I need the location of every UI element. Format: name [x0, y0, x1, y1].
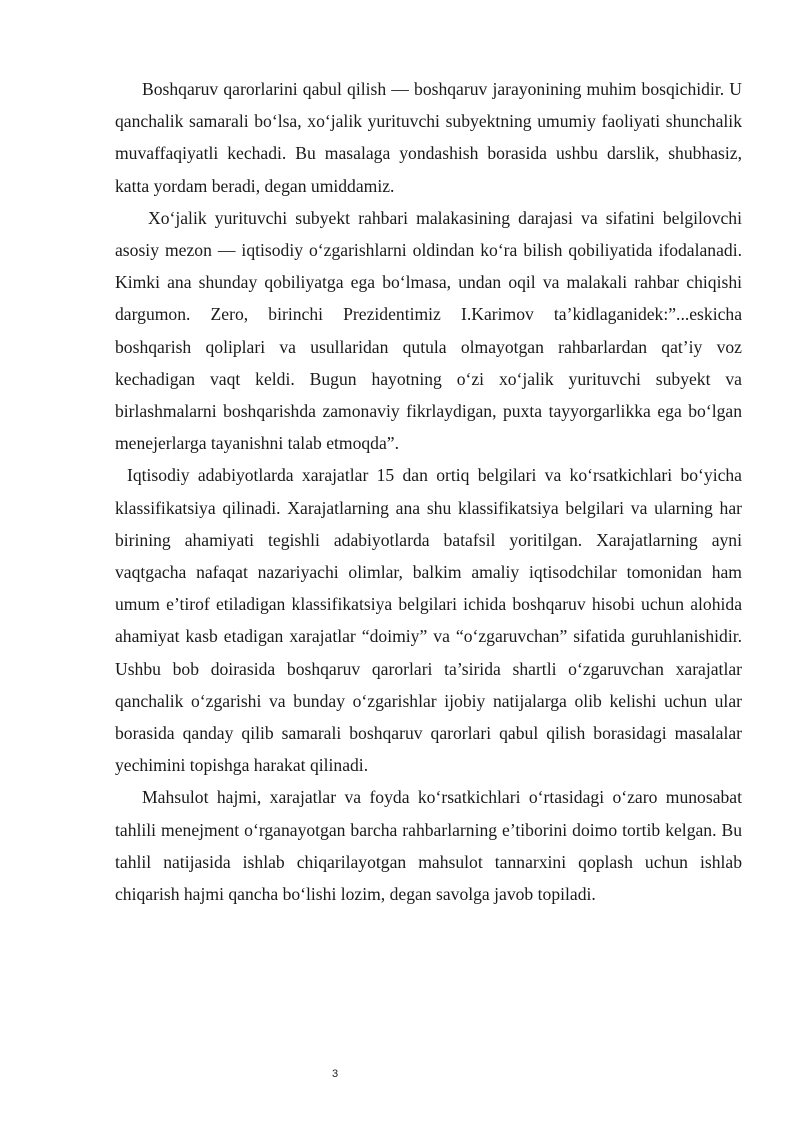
page-number: 3: [331, 1068, 339, 1080]
body-text: [115, 73, 742, 910]
paragraph-3: Iqtisodiy adabiyotlarda xarajatlar 15 dan ortiq belgilari va ko‘rsatkichlari bo‘yicha klassifikatsiya qilinadi. Xarajatlarning ana shu klassifikatsiya belgilari va ularning har birining ahamiyati tegishli adabiyotlarda batafsil yoritilgan. Xarajatlarning ayni vaqtgacha nafaqat nazariyachi olimlar, balkim amaliy iqtisodchilar tomonidan ham umum e’tirof etiladigan klassifikatsiya belgilari ichida boshqaruv hisobi uchun alohida ahamiyat kasb etadigan xarajatlar “doimiy” va “o‘zgaruvchan” sifatida guruhlanishidir. Ushbu bob doirasida boshqaruv qarorlari ta’sirida shartli o‘zgaruvchan xarajatlar qanchalik o‘zgarishi va bunday o‘zgarishlar ijobiy natijalarga olib kelishi uchun ular borasida qanday qilib samarali boshqaruv qarorlari qabul qilish borasidagi masalalar yechimini topishga harakat qilinadi.: [115, 465, 742, 776]
paragraph-1: Boshqaruv qarorlarini qabul qilish — boshqaruv jarayonining muhim bosqichidir. U qanchalik samarali bo‘lsa, xo‘jalik yurituvchi subyektning umumiy faoliyati shunchalik muvaffaqiyatli kechadi. Bu masalaga yondashish borasida ushbu darslik, shubhasiz, katta yordam beradi, degan umiddamiz.: [115, 79, 742, 196]
paragraph-4: Mahsulot hajmi, xarajatlar va foyda ko‘rsatkichlari o‘rtasidagi o‘zaro munosabat tahlili menejment o‘rganayotgan barcha rahbarlarning e’tiborini doimo tortib kelgan. Bu tahlil natijasida ishlab chiqarilayotgan mahsulot tannarxini qoplash uchun ishlab chiqarish hajmi qancha bo‘lishi lozim, degan savolga javob topiladi.: [115, 787, 742, 905]
paragraph-2: Xo‘jalik yurituvchi subyekt rahbari malakasining darajasi va sifatini belgilovchi asosiy mezon — iqtisodiy o‘zgarishlarni oldindan ko‘ra bilish qobiliyatida ifodalanadi. Kimki ana shunday qobiliyatga ega bo‘lmasa, undan oqil va malakali rahbar chiqishi dargumon. Zero, birinchi Prezidentimiz I.Karimov ta’kidlaganidek:”...eskicha boshqarish qoliplari va usullaridan qutula olmayotgan rahbarlardan qat’iy voz kechadigan vaqt keldi. Bugun hayotning o‘zi xo‘jalik yurituvchi subyekt va birlashmalarni boshqarishda zamonaviy fikrlaydigan, puxta tayyorgarlikka ega bo‘lgan menejerlarga tayanishni talab etmoqda”.: [115, 207, 742, 454]
